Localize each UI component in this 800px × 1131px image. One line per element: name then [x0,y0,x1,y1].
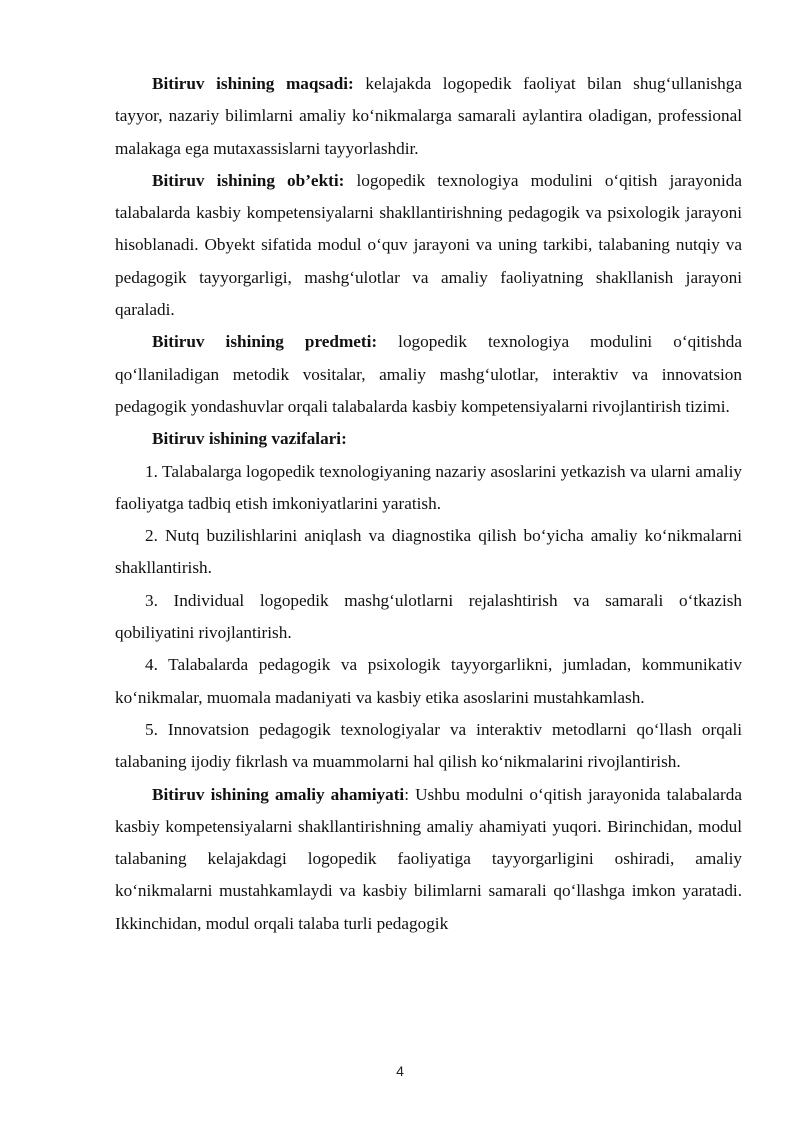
goal-paragraph [115,68,742,165]
significance-label: Bitiruv ishining amaliy ahamiyati [152,784,405,804]
document-page [115,68,742,940]
page-number: 4 [396,1063,404,1079]
task-item-5: 5. Innovatsion pedagogik texnologiyalar va interaktiv metodlarni qo‘llash orqali talabaning ijodiy fikrlash va muammolarni hal qilish ko‘nikmalarini rivojlantirish. [115,719,742,772]
significance-paragraph [115,779,742,940]
task-item-3: 3. Individual logopedik mashg‘ulotlarni rejalashtirish va samarali o‘tkazish qobiliyatini rivojlantirish. [115,590,742,643]
object-text: logopedik texnologiya modulini o‘qitish jarayonida talabalarda kasbiy kompetensiyalarni shakllantirishning pedagogik va psixologik jarayoni hisoblanadi. Obyekt sifatida modul o‘quv jarayoni va uning tarkibi, talabaning nutqiy va pedagogik tayyorgarligi, mashg‘ulotlar va amaliy faoliyatning shakllanish jarayoni qaraladi. [115,170,743,320]
subject-text: logopedik texnologiya modulini o‘qitishda qo‘llaniladigan metodik vositalar, amaliy mashg‘ulotlar, interaktiv va innovatsion pedagogik yondashuvlar orqali talabalarda kasbiy kompetensiyalarni rivojlantirish tizimi. [115,332,742,416]
subject-paragraph [115,326,742,423]
object-label: Bitiruv ishining ob’ekti: [152,170,345,190]
goal-text: kelajakda logopedik faoliyat bilan shug‘ullanishga tayyor, nazariy bilimlarni amaliy ko‘nikmalarga samarali aylantira oladigan, professional malakaga ega mutaxassislarni tayyorlashdir. [115,74,742,158]
subject-label: Bitiruv ishining predmeti: [152,332,378,352]
object-paragraph [115,165,742,326]
significance-text: : Ushbu modulni o‘qitish jarayonida talabalarda kasbiy kompetensiyalarni shakllantirishning amaliy ahamiyati yuqori. Birinchidan, modul talabaning kelajakdagi logopedik faoliyatiga tayyorgarligini oshiradi, amaliy ko‘nikmalarni mustahkamlaydi va kasbiy bilimlarni samarali qo‘llashga imkon yaratadi. Ikkinchidan, modul orqali talaba turli pedagogik [115,784,742,933]
task-item-4: 4. Talabalarda pedagogik va psixologik tayyorgarlikni, jumladan, kommunikativ ko‘nikmalar, muomala madaniyati va kasbiy etika asoslarini mustahkamlash. [115,655,742,707]
goal-label: Bitiruv ishining maqsadi: [152,74,354,93]
task-item-1: 1. Talabalarga logopedik texnologiyaning nazariy asoslarini yetkazish va ularni amaliy faoliyatga tadbiq etish imkoniyatlarini yaratish. [115,461,742,513]
tasks-heading: Bitiruv ishining vazifalari: [152,429,347,449]
task-item-2: 2. Nutq buzilishlarini aniqlash va diagnostika qilish bo‘yicha amaliy ko‘nikmalarni shakllantirish. [115,526,742,578]
